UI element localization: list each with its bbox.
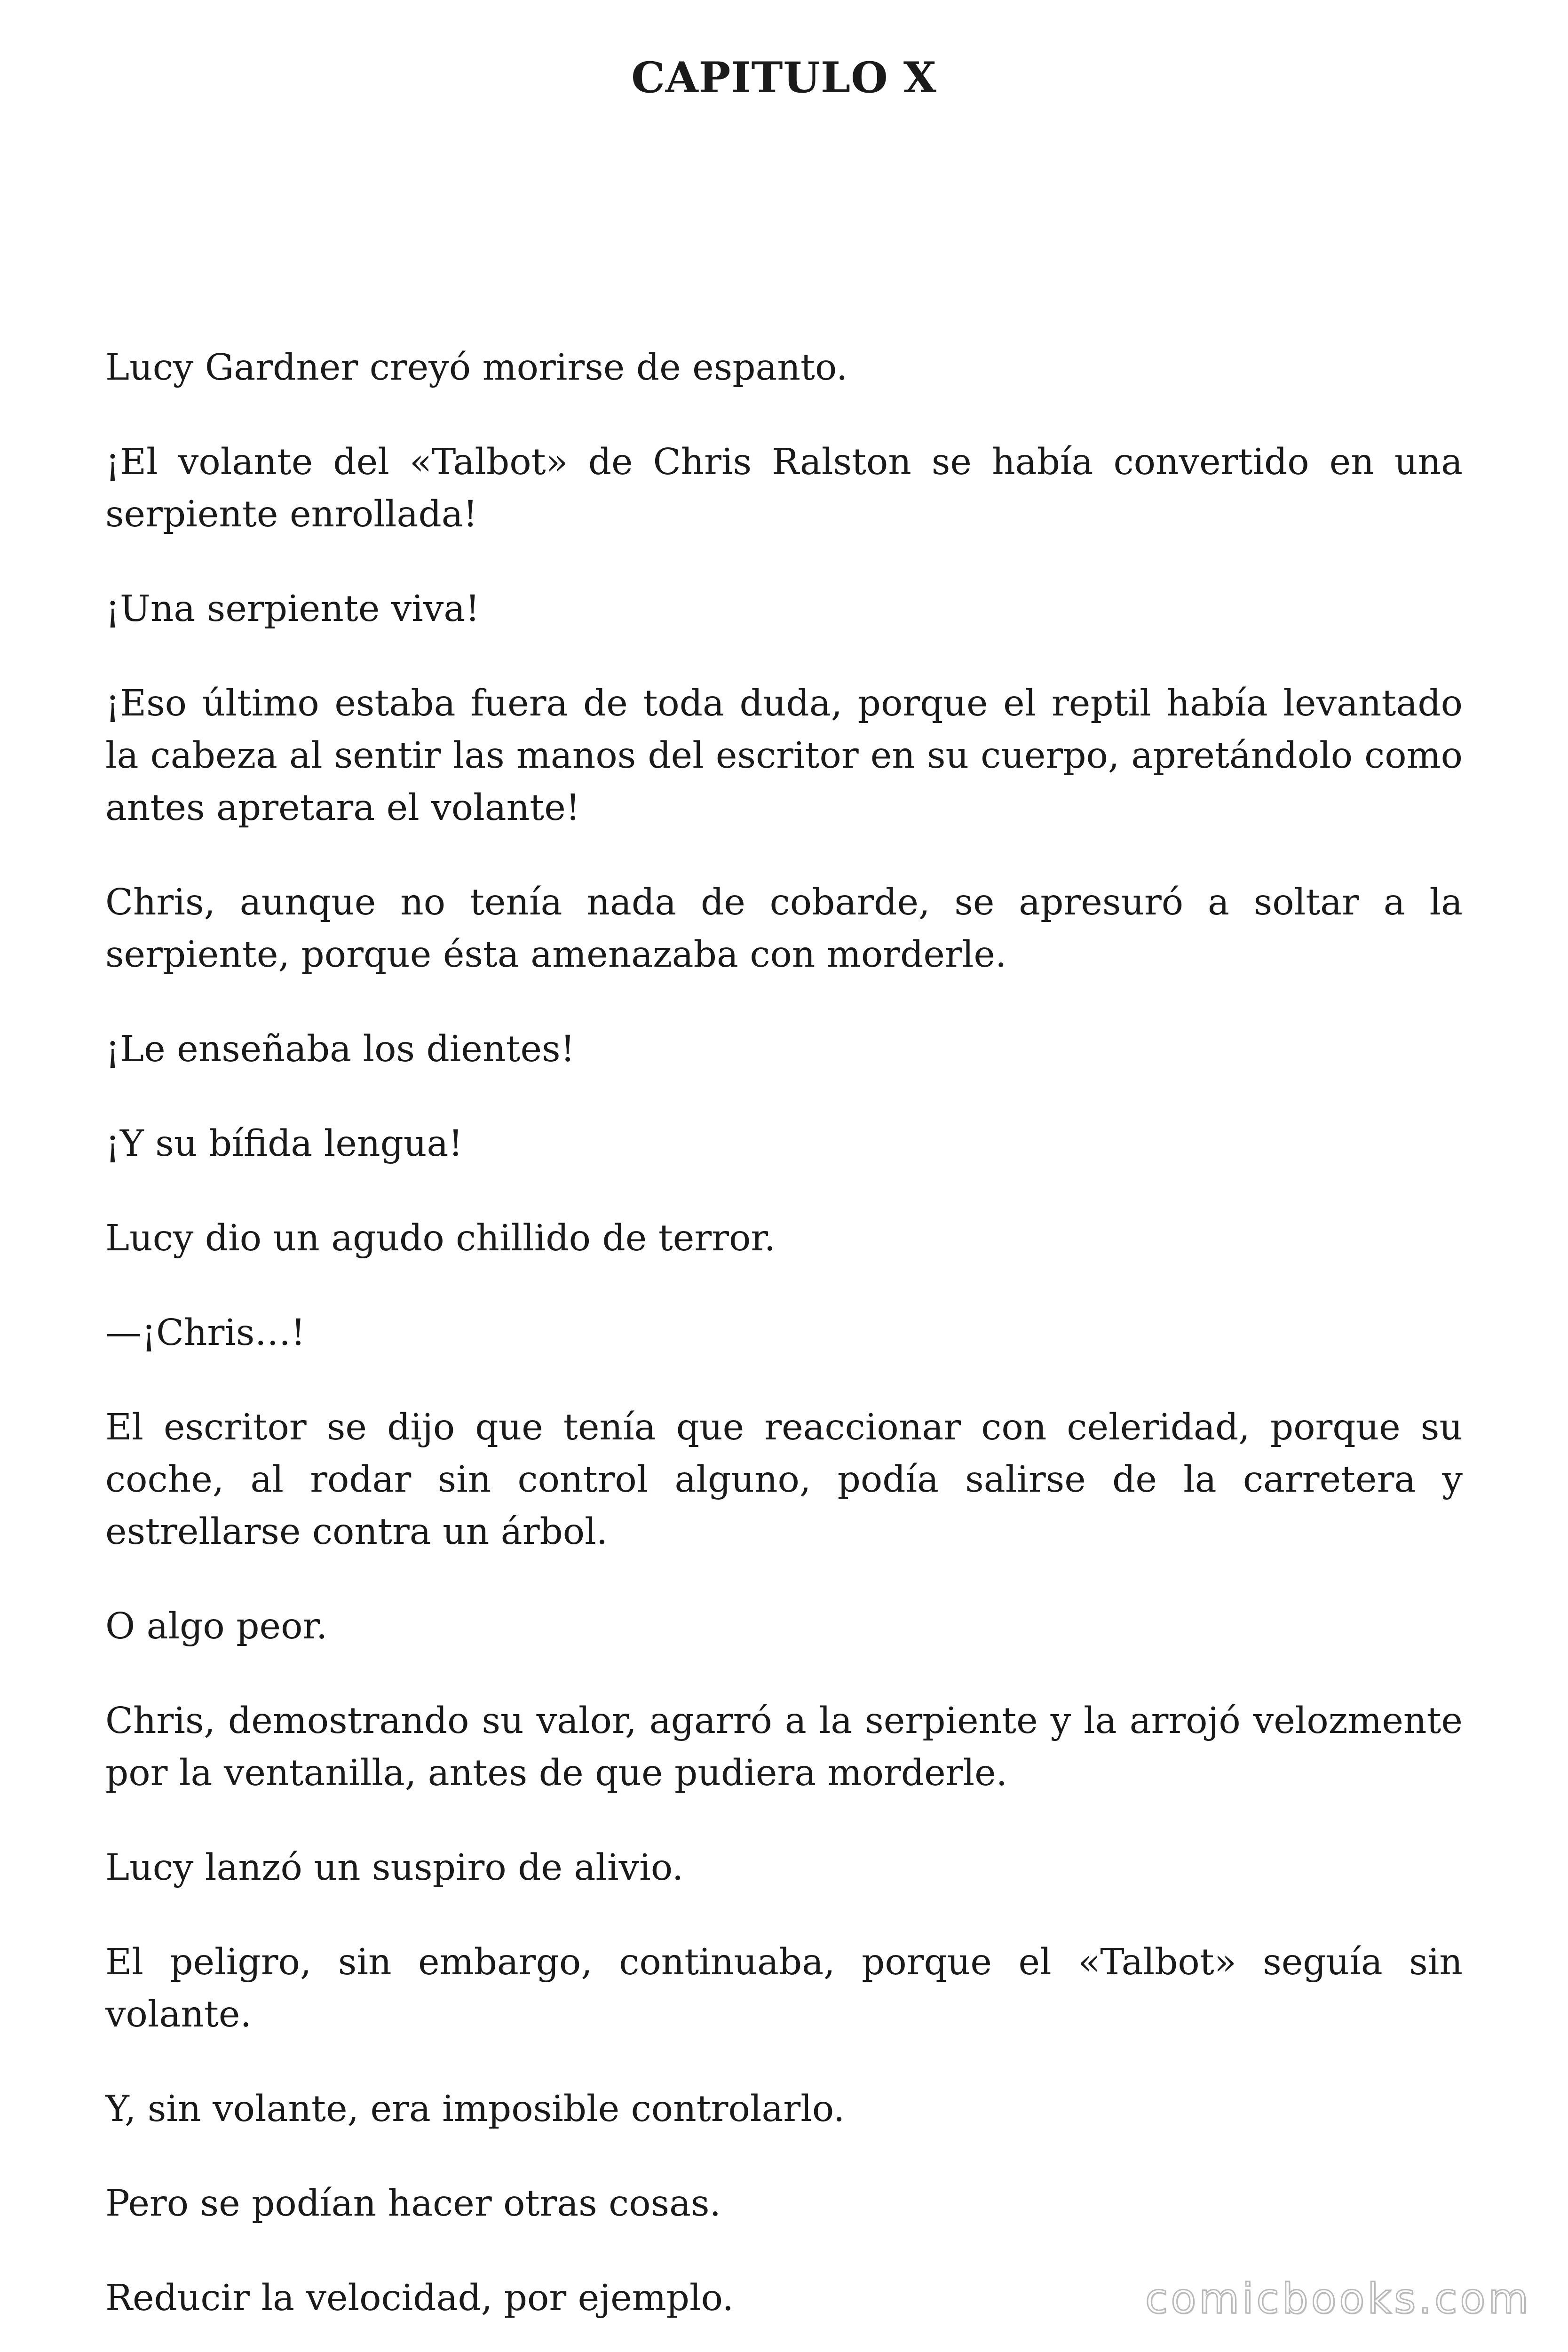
paragraph: —¡Chris…! xyxy=(105,1312,306,1354)
paragraph: O algo peor. xyxy=(105,1605,328,1647)
paragraph: El peligro, sin embargo, continuaba, porque el «Talbot» seguía sin volante. xyxy=(105,1941,1463,2035)
watermark: comicbooks.com xyxy=(1145,2274,1531,2323)
paragraph: Lucy lanzó un suspiro de alivio. xyxy=(105,1847,684,1889)
paragraph: Lucy Gardner creyó morirse de espanto. xyxy=(105,347,848,389)
chapter-body xyxy=(105,342,1463,2352)
paragraph: Reducir la velocidad, por ejemplo. xyxy=(105,2277,734,2319)
paragraph: Pero se podían hacer otras cosas. xyxy=(105,2183,721,2225)
chapter-title: CAPITULO X xyxy=(631,53,937,103)
paragraph: ¡El volante del «Talbot» de Chris Ralston se había convertido en una serpiente enrollada! xyxy=(105,441,1463,535)
paragraph: ¡Y su bífida lengua! xyxy=(105,1123,463,1165)
paragraph: ¡Una serpiente viva! xyxy=(105,588,480,630)
paragraph: Chris, demostrando su valor, agarró a la serpiente y la arrojó velozmente por la ventanilla, antes de que pudiera morderle. xyxy=(105,1700,1463,1794)
paragraph: ¡Le enseñaba los dientes! xyxy=(105,1028,575,1070)
paragraph: Chris, aunque no tenía nada de cobarde, se apresuró a soltar a la serpiente, porque ésta amenazaba con morderle. xyxy=(105,882,1463,976)
paragraph: ¡Eso último estaba fuera de toda duda, porque el reptil había levantado la cabeza al sentir las manos del escritor en su cuerpo, apretándolo como antes apretara el volante! xyxy=(105,683,1463,829)
paragraph: Y, sin volante, era imposible controlarlo. xyxy=(105,2088,845,2130)
paragraph: El escritor se dijo que tenía que reaccionar con celeridad, porque su coche, al rodar sin control alguno, podía salirse de la carretera y estrellarse contra un árbol. xyxy=(105,1406,1463,1553)
paragraph: Lucy dio un agudo chillido de terror. xyxy=(105,1217,776,1259)
